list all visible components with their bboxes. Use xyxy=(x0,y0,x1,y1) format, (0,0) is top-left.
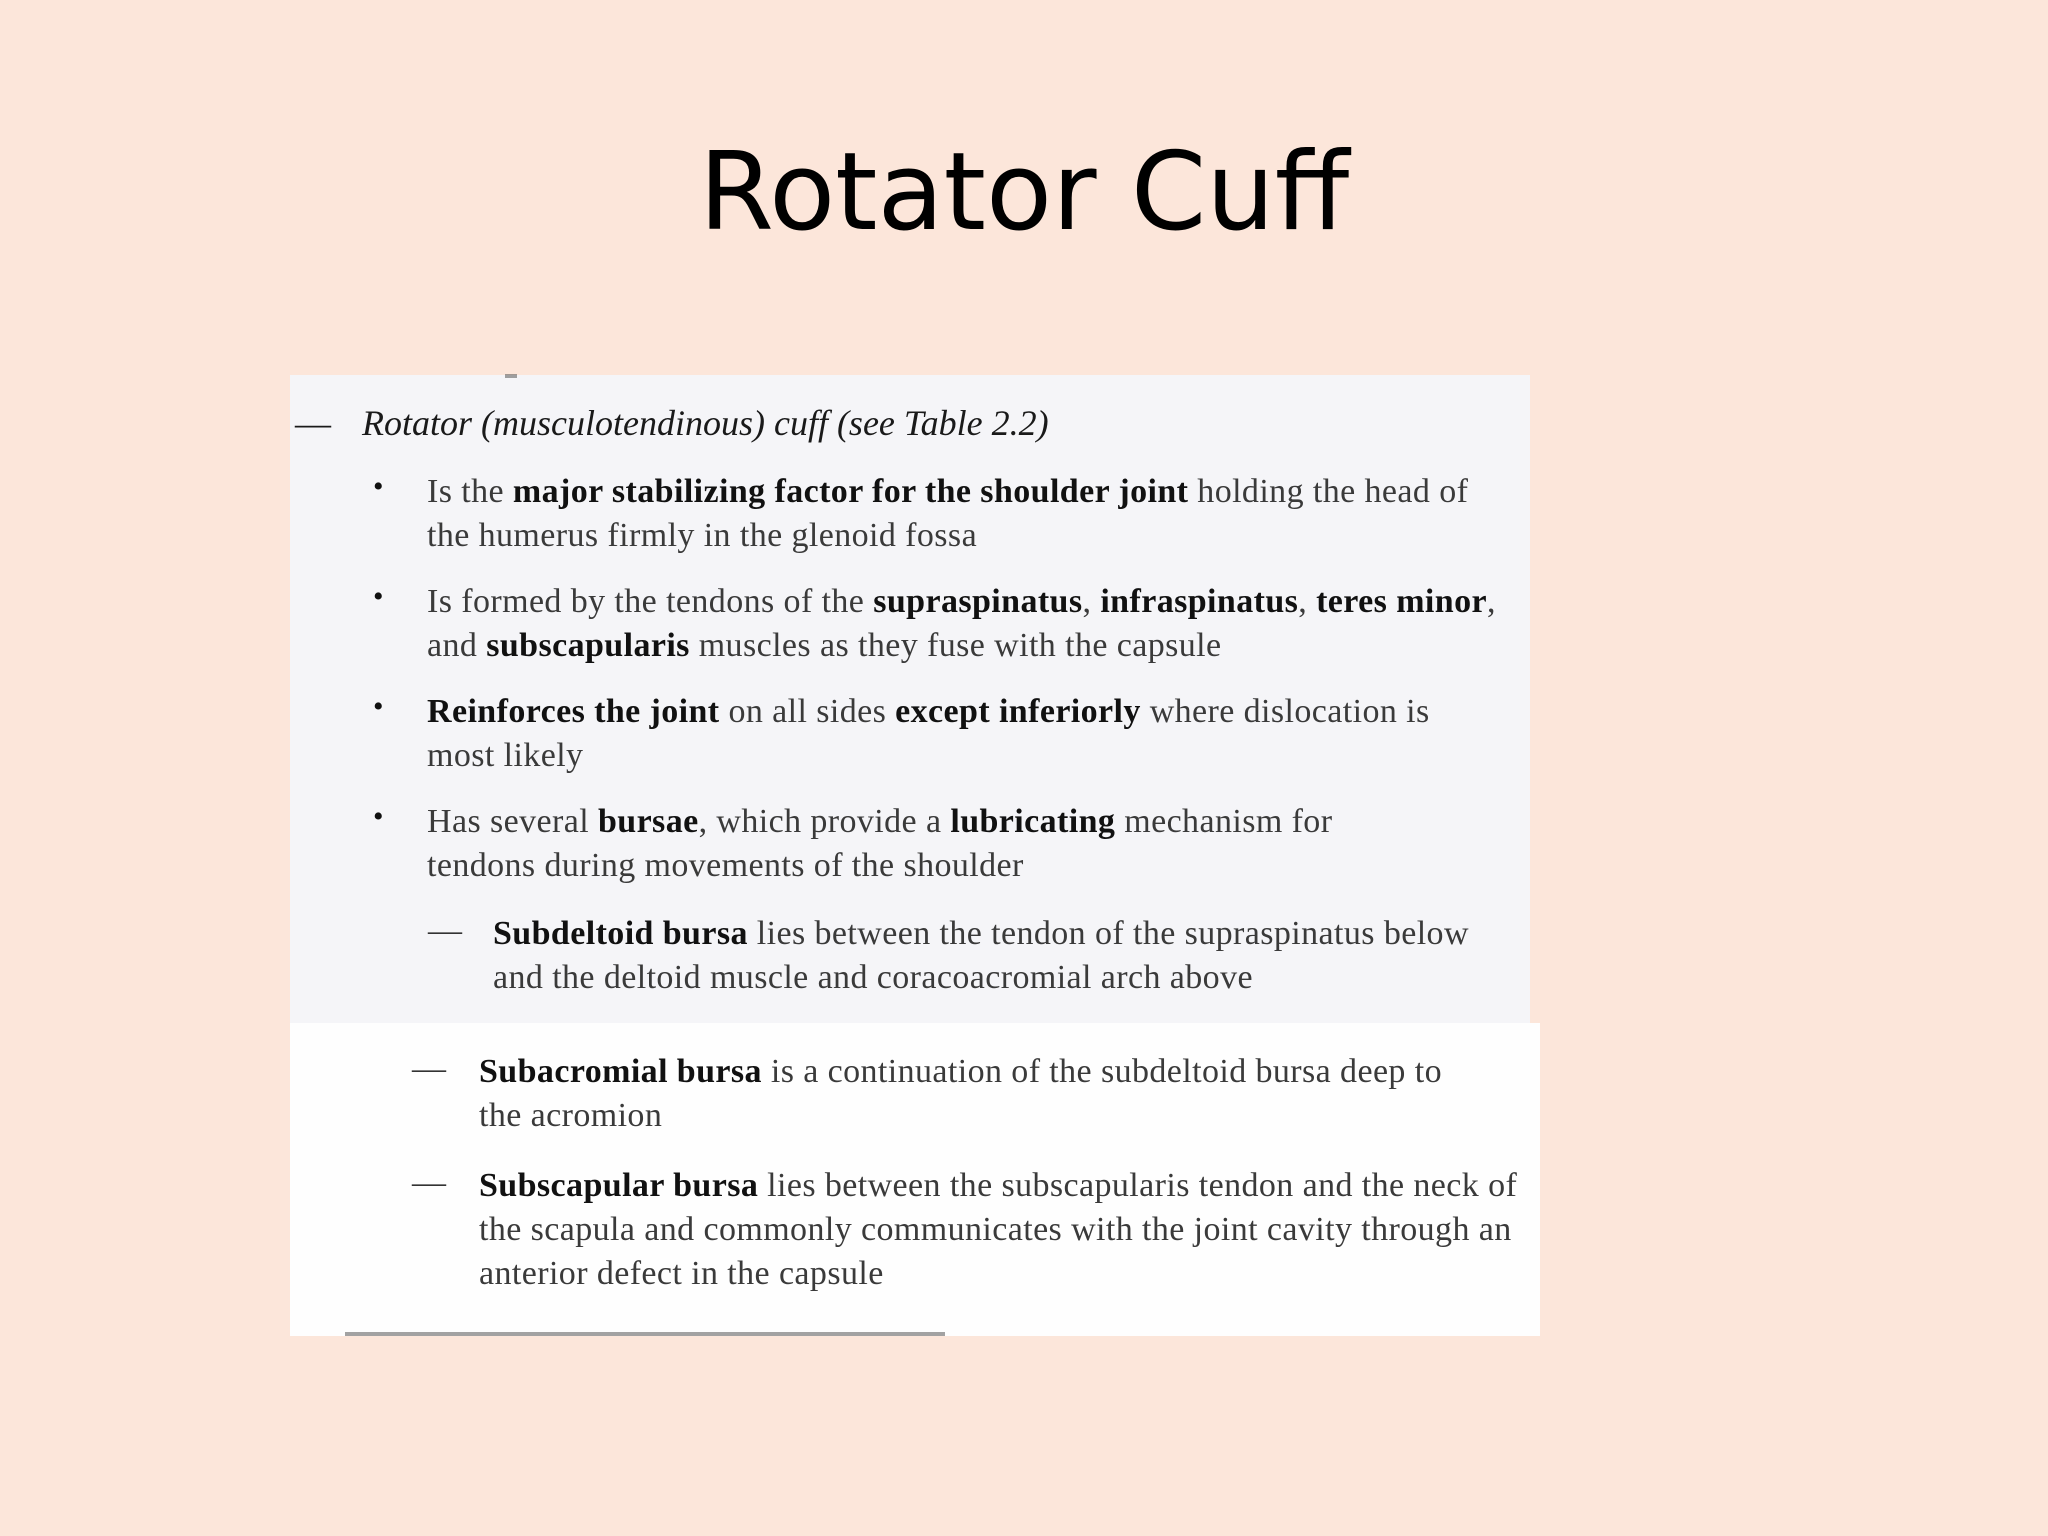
subitem-subacromial-bursa xyxy=(479,1050,1459,1138)
heading-dash: — xyxy=(295,403,331,443)
subitem-subdeltoid-bursa xyxy=(493,912,1493,1000)
text-run: , which provide a xyxy=(698,803,951,840)
text-run: , and xyxy=(427,583,1496,664)
text-run: mechanism for tendons during movements of the shoulder xyxy=(427,803,1333,884)
text-run: , xyxy=(1082,583,1101,620)
cropped-text-fragment-bottom xyxy=(345,1332,945,1336)
cropped-text-fragment-top xyxy=(505,374,517,378)
bold-run: Subacromial bursa xyxy=(479,1053,762,1090)
bold-run: major stabilizing factor for the shoulder joint xyxy=(512,473,1189,510)
bullet-item-bursae xyxy=(427,800,1447,888)
bullet-marker: • xyxy=(373,800,384,833)
bold-run: Reinforces the joint xyxy=(427,693,720,730)
bold-run: infraspinatus xyxy=(1100,583,1299,620)
text-run: lies between the tendon of the supraspinatus below and the deltoid muscle and coracoacromial arch above xyxy=(493,915,1469,996)
subitem-subscapular-bursa xyxy=(479,1164,1519,1296)
text-run: Is the xyxy=(427,473,513,510)
text-run: where dislocation is most likely xyxy=(427,693,1430,774)
text-run: Has several xyxy=(427,803,598,840)
bold-run: subscapularis xyxy=(486,627,690,664)
bold-run: supraspinatus xyxy=(873,583,1083,620)
bold-run: bursae xyxy=(597,803,699,840)
text-run: Is formed by the tendons of the xyxy=(427,583,874,620)
subitem-dash: — xyxy=(428,912,462,949)
subitem-dash: — xyxy=(412,1050,446,1087)
bold-run: Subdeltoid bursa xyxy=(493,915,748,952)
bullet-item-formed-by xyxy=(427,580,1497,668)
bullet-item-stabilizing xyxy=(427,470,1487,558)
bullet-marker: • xyxy=(373,470,384,503)
slide-title: Rotator Cuff xyxy=(698,130,1350,255)
text-run: lies between the subscapularis tendon and the neck of the scapula and commonly communicates with the joint cavity through an anterior defect in the capsule xyxy=(479,1167,1518,1292)
bullet-marker: • xyxy=(373,690,384,723)
text-run: holding the head of the humerus firmly in the glenoid fossa xyxy=(427,473,1469,554)
subitem-dash: — xyxy=(412,1164,446,1201)
bold-run: lubricating xyxy=(950,803,1116,840)
bold-run: teres minor xyxy=(1316,583,1487,620)
text-run: is a continuation of the subdeltoid bursa deep to the acromion xyxy=(479,1053,1442,1134)
bullet-marker: • xyxy=(373,580,384,613)
text-run: on all sides xyxy=(719,693,896,730)
heading-text: Rotator (musculotendinous) cuff (see Table 2.2) xyxy=(362,403,1049,443)
bold-run: except inferiorly xyxy=(895,693,1141,730)
text-run: , xyxy=(1298,583,1317,620)
bold-run: Subscapular bursa xyxy=(479,1167,759,1204)
text-run: muscles as they fuse with the capsule xyxy=(689,627,1222,664)
section-heading xyxy=(295,398,1049,448)
bullet-item-reinforces xyxy=(427,690,1502,778)
